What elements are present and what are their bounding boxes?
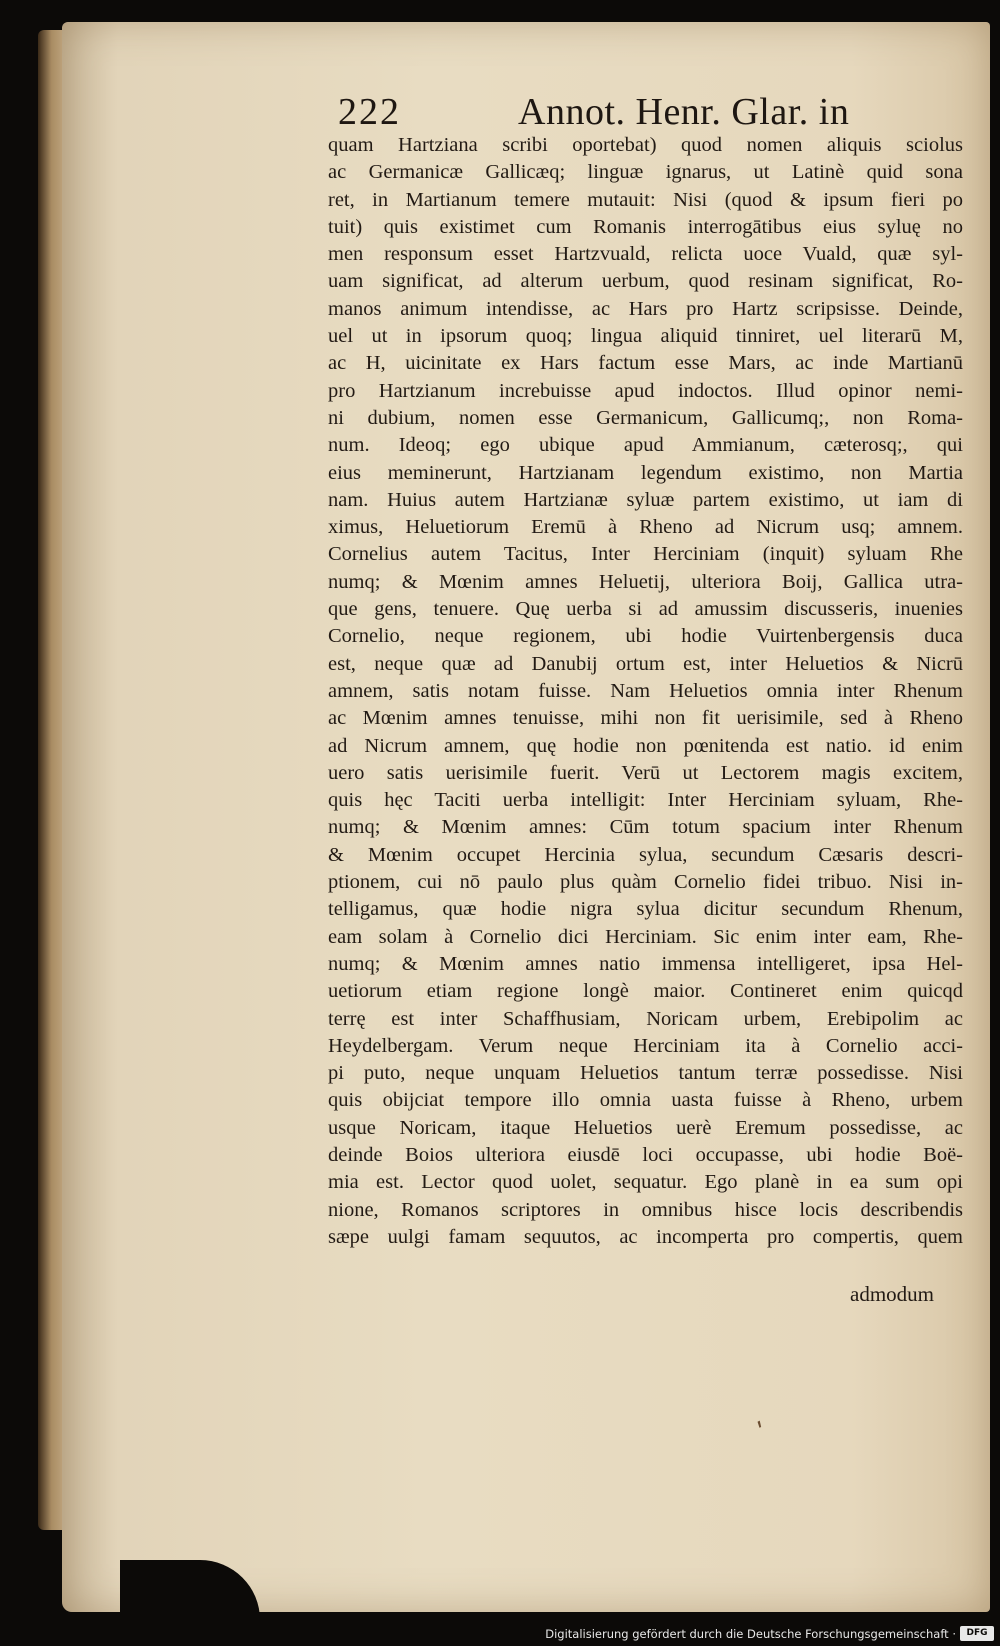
text-line: uel ut in ipsorum quoq; lingua aliquid tinniret, uel literarū M, (328, 325, 963, 348)
text-line: uam significat, ad alterum uerbum, quod resinam significat, Ro- (328, 270, 963, 293)
text-line: numq; & Mœnim amnes Heluetij, ulteriora Boij, Gallica utra- (328, 570, 963, 593)
catchword: admodum (850, 1282, 934, 1306)
text-line: terrę est inter Schaffhusiam, Noricam urbem, Erebipolim ac (328, 1007, 963, 1030)
footer-bar (0, 1624, 1000, 1646)
text-line: Cornelio, neque regionem, ubi hodie Vuirtenbergensis duca (328, 625, 963, 648)
text-line: sæpe uulgi famam sequutos, ac incomperta pro compertis, quem (328, 1225, 963, 1248)
ink-mark: ʹ (754, 1417, 774, 1449)
text-line: tuit) quis existimet cum Romanis interrogātibus eius syluę no (328, 215, 963, 238)
text-line: eius meminerunt, Hartzianam legendum existimo, non Martia (328, 461, 963, 484)
text-line: ad Nicrum amnem, quę hodie non pœnitenda est natio. id enim (328, 734, 963, 757)
text-line: mia est. Lector quod uolet, sequatur. Ego planè in ea sum opi (328, 1171, 963, 1194)
text-line: ximus, Heluetiorum Eremū à Rheno ad Nicrum usq; amnem. (328, 516, 963, 539)
text-line: ptionem, cui nō paulo plus quàm Cornelio fidei tribuo. Nisi in- (328, 871, 963, 894)
text-line: amnem, satis notam fuisse. Nam Heluetios omnia inter Rhenum (328, 679, 963, 702)
text-line: numq; & Mœnim amnes natio immensa intelligeret, ipsa Hel- (328, 952, 963, 975)
text-line: nione, Romanos scriptores in omnibus hisce locis describendis (328, 1198, 963, 1221)
text-line: uetiorum etiam regione longè maior. Contineret enim quicqd (328, 980, 963, 1003)
text-line: num. Ideoq; ego ubique apud Ammianum, cæterosq;, qui (328, 434, 963, 457)
text-line: Heydelbergam. Verum neque Herciniam ita à Cornelio acci- (328, 1034, 963, 1057)
text-line: deinde Boios ulteriora eiusdē loci occupasse, ubi hodie Boë- (328, 1143, 963, 1166)
running-head: Annot. Henr. Glar. in (518, 91, 850, 133)
text-line: que gens, tenuere. Quę uerba si ad amussim discusseris, inuenies (328, 598, 963, 621)
page-number: 222 (338, 91, 401, 133)
text-line: quis hęc Taciti uerba intelligit: Inter Herciniam syluam, Rhe- (328, 789, 963, 812)
text-line: nam. Huius autem Hartzianæ syluæ partem existimo, ut iam di (328, 488, 963, 511)
dfg-logo: DFG (960, 1626, 994, 1641)
text-line: ac H, uicinitate ex Hars factum esse Mars, ac inde Martianū (328, 352, 963, 375)
text-line: manos animum intendisse, ac Hars pro Hartz scripsisse. Deinde, (328, 297, 963, 320)
text-line: & Mœnim occupet Hercinia sylua, secundum Cæsaris descri- (328, 843, 963, 866)
text-line: ni dubium, nomen esse Germanicum, Gallicumq;, non Roma- (328, 406, 963, 429)
text-line: telligamus, quæ hodie nigra sylua dicitur secundum Rhenum, (328, 898, 963, 921)
text-line: est, neque quæ ad Danubij ortum est, inter Heluetios & Nicrū (328, 652, 963, 675)
text-line: quis obijciat tempore illo omnia uasta fuisse à Rheno, urbem (328, 1089, 963, 1112)
text-line: pro Hartzianum increbuisse apud indoctos. Illud opinor nemi- (328, 379, 963, 402)
text-line: pi puto, neque unquam Heluetios tantum terræ possedisse. Nisi (328, 1062, 963, 1085)
text-line: usque Noricam, itaque Heluetios uerè Eremum possedisse, ac (328, 1116, 963, 1139)
funding-notice: Digitalisierung gefördert durch die Deutsche Forschungsgemeinschaft · (545, 1627, 956, 1641)
text-line: eam solam à Cornelio dici Herciniam. Sic enim inter eam, Rhe- (328, 925, 963, 948)
text-line: men responsum esset Hartzvuald, relicta uoce Vuald, quæ syl- (328, 243, 963, 266)
text-line: ret, in Martianum temere mutauit: Nisi (quod & ipsum fieri po (328, 188, 963, 211)
text-line: ac Mœnim amnes tenuisse, mihi non fit uerisimile, sed à Rheno (328, 707, 963, 730)
text-line: ac Germanicæ Gallicæq; linguæ ignarus, ut Latinè quid sona (328, 161, 963, 184)
text-line: Cornelius autem Tacitus, Inter Herciniam (inquit) syluam Rhe (328, 543, 963, 566)
body-text (328, 132, 963, 1251)
text-line: numq; & Mœnim amnes: Cūm totum spacium inter Rhenum (328, 816, 963, 839)
text-line: uero satis uerisimile fuerit. Verū ut Lectorem magis excitem, (328, 761, 963, 784)
text-line: quam Hartziana scribi oportebat) quod nomen aliquis sciolus (328, 134, 963, 156)
